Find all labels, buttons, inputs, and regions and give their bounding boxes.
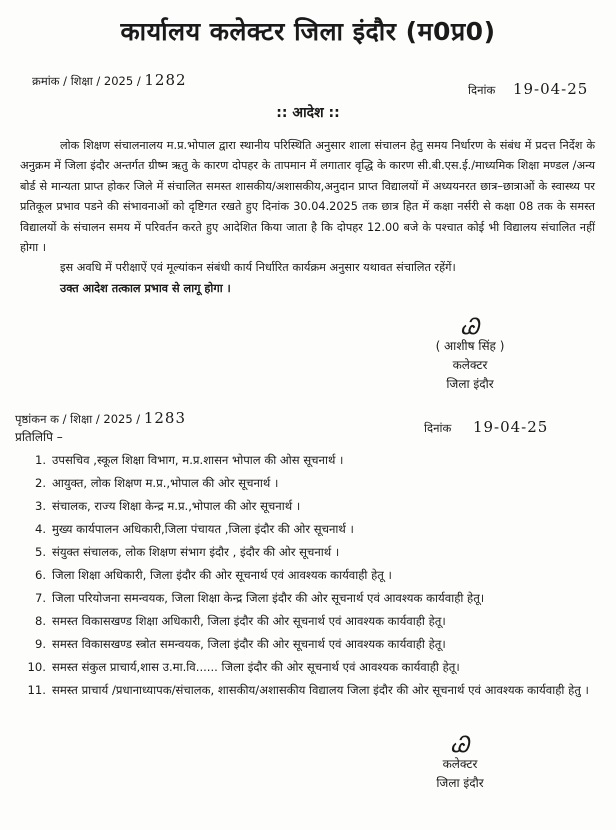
handwritten-signature-2: Ꮚ	[450, 733, 470, 758]
list-item	[20, 452, 590, 469]
endorsement-number-label: पृष्ठांकन क / शिक्षा / 2025 /	[15, 412, 141, 426]
order-heading: :: आदेश ::	[276, 105, 340, 121]
endorsement-date	[424, 418, 548, 436]
list-item-text: मुख्य कार्यपालन अधिकारी,जिला पंचायत ,जिला इंदौर की ओर सूचनार्थ ।	[52, 522, 354, 536]
list-item	[20, 682, 590, 699]
list-item-number: 1.	[34, 453, 46, 467]
signatory-name: ( आशीष सिंह )	[435, 339, 505, 353]
endorsement-number-value: 1283	[143, 409, 187, 427]
list-item-number: 7.	[34, 591, 46, 605]
endorsement-date-value: 19-04-25	[472, 418, 549, 436]
order-number-value: 1282	[144, 71, 187, 89]
copy-recipients-list	[20, 452, 590, 705]
order-date	[468, 80, 588, 98]
list-item-number: 2.	[34, 476, 46, 490]
office-title: कार्यालय कलेक्टर जिला इंदौर (म0प्र0)	[120, 17, 496, 46]
handwritten-signature-1: Ꮚ	[460, 315, 480, 340]
order-body	[20, 136, 595, 299]
endorsement-date-label: दिनांक	[424, 421, 452, 435]
order-paragraph-exams: इस अवधि में परीक्षाऐं एवं मूल्यांकन संबंधी कार्य निर्धारित कार्यक्रम अनुसार यथावत संचालित रहेंगें।	[60, 261, 456, 275]
order-number	[32, 71, 187, 89]
list-item	[20, 521, 590, 538]
signatory-place-1: जिला इंदौर	[446, 377, 494, 391]
collector-signature-block-2	[420, 733, 500, 793]
list-item-text: आयुक्त, लोक शिक्षण म.प्र.,भोपाल की ओर सूचनार्थ ।	[52, 476, 279, 490]
list-item	[20, 498, 590, 515]
signatory-place-2: जिला इंदौर	[436, 776, 484, 790]
list-item-text: समस्त संकुल प्राचार्य,शास उ.मा.वि...... जिला इंदौर की ओर सूचनार्थ एवं आवश्यक कार्यवाही हेतू।	[52, 660, 460, 674]
list-item	[20, 590, 590, 607]
order-paragraph-effect: उक्त आदेश तत्काल प्रभाव से लागू होगा ।	[60, 281, 231, 295]
list-item	[20, 475, 590, 492]
list-item-number: 4.	[34, 522, 46, 536]
list-item	[20, 567, 590, 584]
list-item-number: 10.	[27, 660, 46, 674]
list-item	[20, 659, 590, 676]
list-item-number: 11.	[27, 683, 46, 697]
signatory-designation-1: कलेक्टर	[452, 358, 488, 372]
list-item-number: 5.	[34, 545, 46, 559]
list-item-number: 6.	[34, 568, 46, 582]
list-item-text: समस्त विकासखण्ड शिक्षा अधिकारी, जिला इंदौर की ओर सूचनार्थ एवं आवश्यक कार्यवाही हेतू।	[52, 614, 446, 628]
list-item-text: जिला परियोजना समन्वयक, जिला शिक्षा केन्द्र जिला इंदौर की ओर सूचनार्थ एवं आवश्यक कार्यवाही हेतू।	[52, 591, 485, 605]
list-item-text: उपसचिव ,स्कूल शिक्षा विभाग, म.प्र.शासन भोपाल की ओस सूचनार्थ ।	[52, 453, 344, 467]
list-item-number: 9.	[34, 637, 46, 651]
list-item-number: 8.	[34, 614, 46, 628]
list-item-text: समस्त प्राचार्य /प्रधानाध्यापक/संचालक, शासकीय/अशासकीय विद्यालय जिला इंदौर की ओर सूचनार्थ एवं आवश्यक कार्यवाही हेतु ।	[52, 683, 589, 697]
list-item-text: संयुक्त संचालक, लोक शिक्षण संभाग इंदौर , इंदौर की ओर सूचनार्थ ।	[52, 545, 340, 559]
copy-to-label: प्रतिलिपि –	[15, 430, 63, 444]
order-date-label: दिनांक	[468, 83, 496, 97]
list-item-number: 3.	[34, 499, 46, 513]
list-item	[20, 544, 590, 561]
list-item	[20, 613, 590, 630]
signatory-designation-2: कलेक्टर	[442, 757, 478, 771]
order-date-value: 19-04-25	[512, 80, 589, 98]
list-item-text: संचालक, राज्य शिक्षा केन्द्र म.प्र.,भोपाल की ओर सूचनार्थ ।	[52, 499, 301, 513]
list-item	[20, 636, 590, 653]
order-paragraph-main: लोक शिक्षण संचालनालय म.प्र.भोपाल द्वारा स्थानीय परिस्थिति अनुसार शाला संचालन हेतु समय निर्धारण के संबंध में प्रदत्त निर्देश के अनुक्रम में जिला इंदौर अन्तर्गत ग्रीष्म ऋतु के कारण दोपहर के तापमान में लगातार वृद्धि के कारण सी.बी.एस.ई./माध्यमिक शिक्षा मण्डल /अन्य बोर्ड से मान्यता प्राप्त होकर जिले में संचालित समस्त शासकीय/अशासकीय,अनुदान प्राप्त विद्यालयों में अध्ययनरत छात्र–छात्राओं के स्वास्थ्य पर प्रतिकूल प्रभाव पडने की संभावनाओं को दृष्टिगत रखते हुए दिनांक 30.04.2025 तक छात्र हित में कक्षा नर्सरी से कक्षा 08 तक के समस्त विद्यालयों के संचालन समय में परिवर्तन करते हुए आदेशित किया जाता है कि दोपहर 12.00 बजे के पश्चात कोई भी विद्यालय संचालित नहीं होगा ।	[20, 139, 595, 255]
list-item-text: समस्त विकासखण्ड स्त्रोत समन्वयक, जिला इंदौर की ओर सूचनार्थ एवं आवश्यक कार्यवाही हेतू।	[52, 637, 446, 651]
endorsement-number	[15, 409, 186, 427]
list-item-text: जिला शिक्षा अधिकारी, जिला इंदौर की ओर सूचनार्थ एवं आवश्यक कार्यवाही हेतू ।	[52, 568, 392, 582]
order-number-label: क्रमांक / शिक्षा / 2025 /	[32, 74, 141, 88]
collector-signature-block-1	[410, 315, 530, 394]
